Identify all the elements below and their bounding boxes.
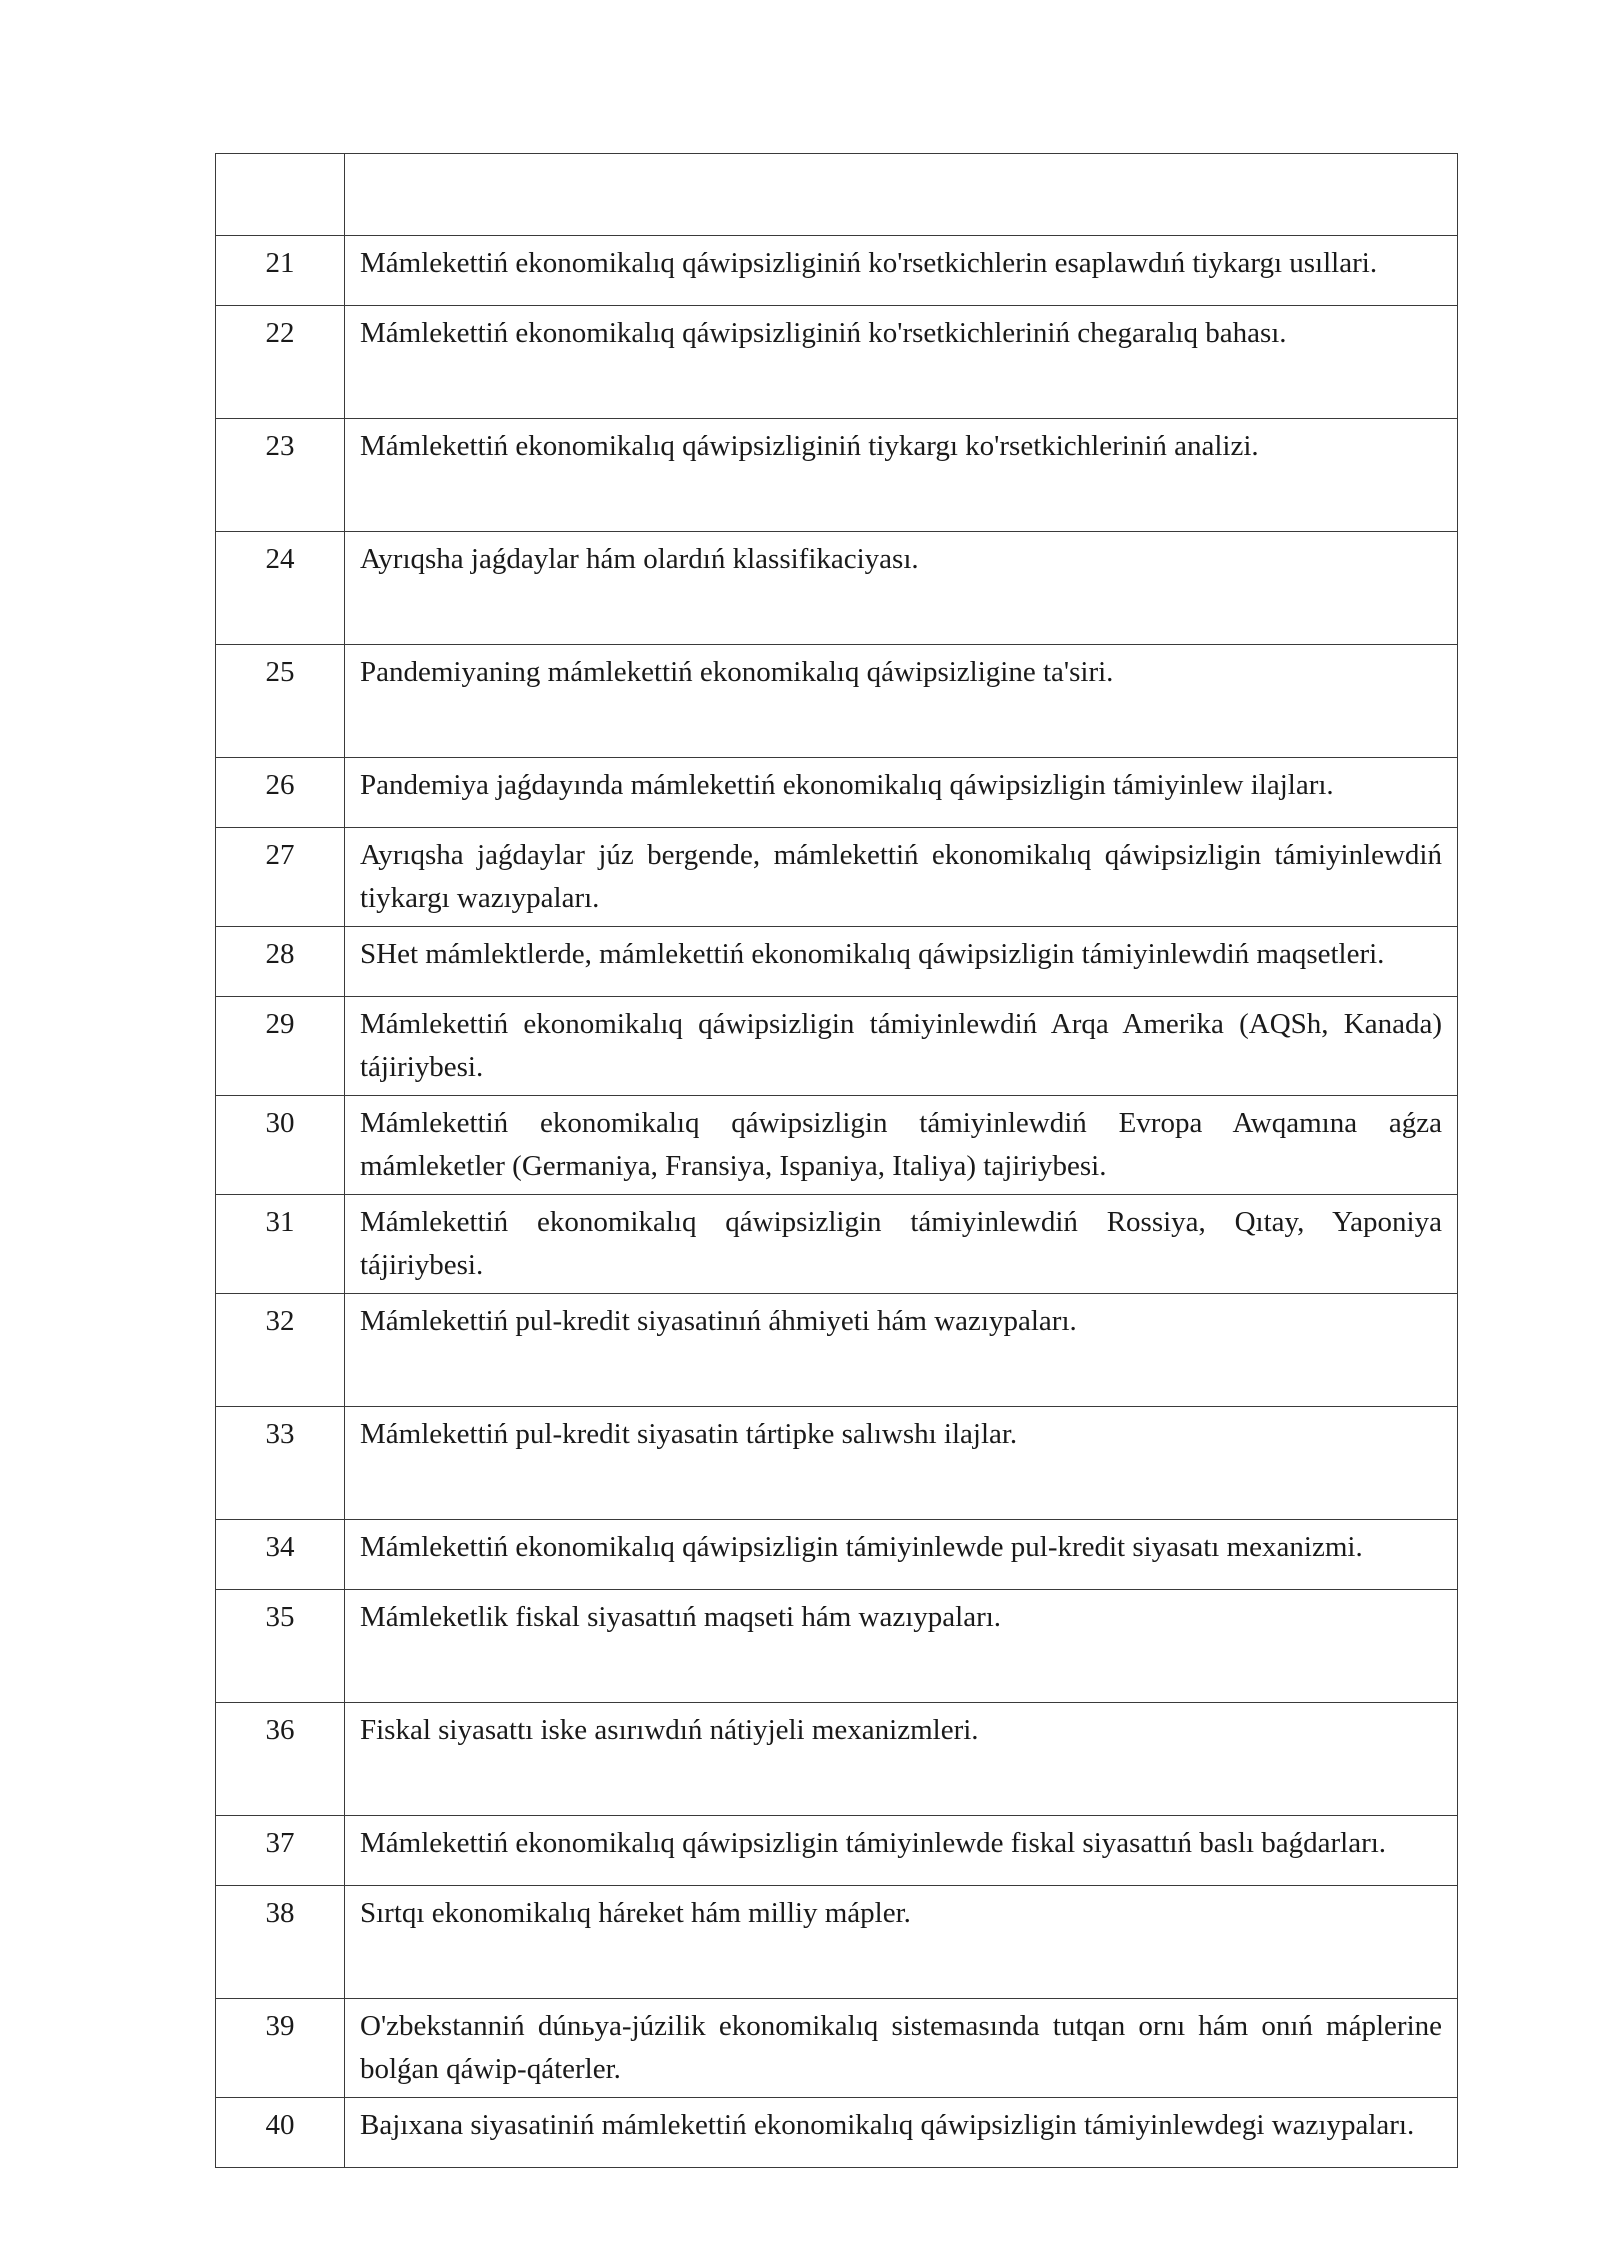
row-number: 35 xyxy=(216,1590,345,1703)
table-row xyxy=(216,1999,1458,2098)
row-topic: SHet mámlektlerde, mámlekettiń ekonomikalıq qáwipsizligin támiyinlewdiń maqsetleri. xyxy=(345,927,1458,997)
table-header-row xyxy=(216,154,1458,236)
row-number: 36 xyxy=(216,1703,345,1816)
table-row xyxy=(216,1703,1458,1816)
row-number: 21 xyxy=(216,236,345,306)
header-number-cell xyxy=(216,154,345,236)
row-number: 31 xyxy=(216,1195,345,1294)
row-number: 30 xyxy=(216,1096,345,1195)
row-number: 25 xyxy=(216,645,345,758)
row-topic: Fiskal siyasattı iske asırıwdıń nátiyjeli mexanizmleri. xyxy=(345,1703,1458,1816)
row-topic: Mámlekettiń ekonomikalıq qáwipsizliginiń tiykargı ko'rsetkichleriniń analizi. xyxy=(345,419,1458,532)
table-row xyxy=(216,306,1458,419)
row-number: 38 xyxy=(216,1886,345,1999)
row-topic: Mámleketlik fiskal siyasattıń maqseti hám wazıypaları. xyxy=(345,1590,1458,1703)
row-topic: Mámlekettiń ekonomikalıq qáwipsizligin támiyinlewdiń Arqa Amerika (AQSh, Kanada) tájiriybesi. xyxy=(345,997,1458,1096)
row-number: 23 xyxy=(216,419,345,532)
table-row xyxy=(216,1294,1458,1407)
table-row xyxy=(216,532,1458,645)
row-topic: Mámlekettiń ekonomikalıq qáwipsizligin támiyinlewdiń Rossiya, Qıtay, Yaponiya tájiriybesi. xyxy=(345,1195,1458,1294)
row-topic: Sırtqı ekonomikalıq háreket hám milliy mápler. xyxy=(345,1886,1458,1999)
row-topic: Mámlekettiń pul-kredit siyasatin tártipke salıwshı ilajlar. xyxy=(345,1407,1458,1520)
row-number: 40 xyxy=(216,2098,345,2168)
table-row xyxy=(216,419,1458,532)
row-topic: Mámlekettiń ekonomikalıq qáwipsizligin támiyinlewdiń Evropa Awqamına aǵza mámleketler (Germaniya, Fransiya, Ispaniya, Italiya) tajiriybesi. xyxy=(345,1096,1458,1195)
table-row xyxy=(216,645,1458,758)
table-row xyxy=(216,1886,1458,1999)
table-row xyxy=(216,1816,1458,1886)
table-row xyxy=(216,758,1458,828)
row-topic: Mámlekettiń pul-kredit siyasatinıń áhmiyeti hám wazıypaları. xyxy=(345,1294,1458,1407)
row-topic: Pandemiya jaǵdayında mámlekettiń ekonomikalıq qáwipsizligin támiyinlew ilajları. xyxy=(345,758,1458,828)
table-row xyxy=(216,1590,1458,1703)
table-row xyxy=(216,1096,1458,1195)
row-number: 39 xyxy=(216,1999,345,2098)
table-row xyxy=(216,997,1458,1096)
row-topic: O'zbekstanniń dúnьya-júzilik ekonomikalıq sistemasında tutqan ornı hám onıń máplerine bolǵan qáwip-qáterler. xyxy=(345,1999,1458,2098)
table-row xyxy=(216,828,1458,927)
row-number: 34 xyxy=(216,1520,345,1590)
table-row xyxy=(216,2098,1458,2168)
row-topic: Mámlekettiń ekonomikalıq qáwipsizliginiń ko'rsetkichleriniń chegaralıq bahası. xyxy=(345,306,1458,419)
row-number: 33 xyxy=(216,1407,345,1520)
row-topic: Mámlekettiń ekonomikalıq qáwipsizligin támiyinlewde fiskal siyasattıń baslı baǵdarları. xyxy=(345,1816,1458,1886)
row-topic: Ayrıqsha jaǵdaylar hám olardıń klassifikaciyası. xyxy=(345,532,1458,645)
row-number: 26 xyxy=(216,758,345,828)
row-number: 24 xyxy=(216,532,345,645)
table-row xyxy=(216,927,1458,997)
row-topic: Mámlekettiń ekonomikalıq qáwipsizligin támiyinlewde pul-kredit siyasatı mexanizmi. xyxy=(345,1520,1458,1590)
row-topic: Ayrıqsha jaǵdaylar júz bergende, mámlekettiń ekonomikalıq qáwipsizligin támiyinlewdiń tiykargı wazıypaları. xyxy=(345,828,1458,927)
topics-table xyxy=(215,153,1458,2168)
table-row xyxy=(216,236,1458,306)
table-row xyxy=(216,1520,1458,1590)
row-topic: Mámlekettiń ekonomikalıq qáwipsizliginiń ko'rsetkichlerin esaplawdıń tiykargı usıllari. xyxy=(345,236,1458,306)
row-topic: Bajıxana siyasatiniń mámlekettiń ekonomikalıq qáwipsizligin támiyinlewdegi wazıypaları. xyxy=(345,2098,1458,2168)
row-number: 27 xyxy=(216,828,345,927)
row-number: 32 xyxy=(216,1294,345,1407)
header-topic-cell xyxy=(345,154,1458,236)
row-number: 37 xyxy=(216,1816,345,1886)
row-topic: Pandemiyaning mámlekettiń ekonomikalıq qáwipsizligine ta'siri. xyxy=(345,645,1458,758)
table-row xyxy=(216,1195,1458,1294)
row-number: 28 xyxy=(216,927,345,997)
row-number: 29 xyxy=(216,997,345,1096)
row-number: 22 xyxy=(216,306,345,419)
table-row xyxy=(216,1407,1458,1520)
